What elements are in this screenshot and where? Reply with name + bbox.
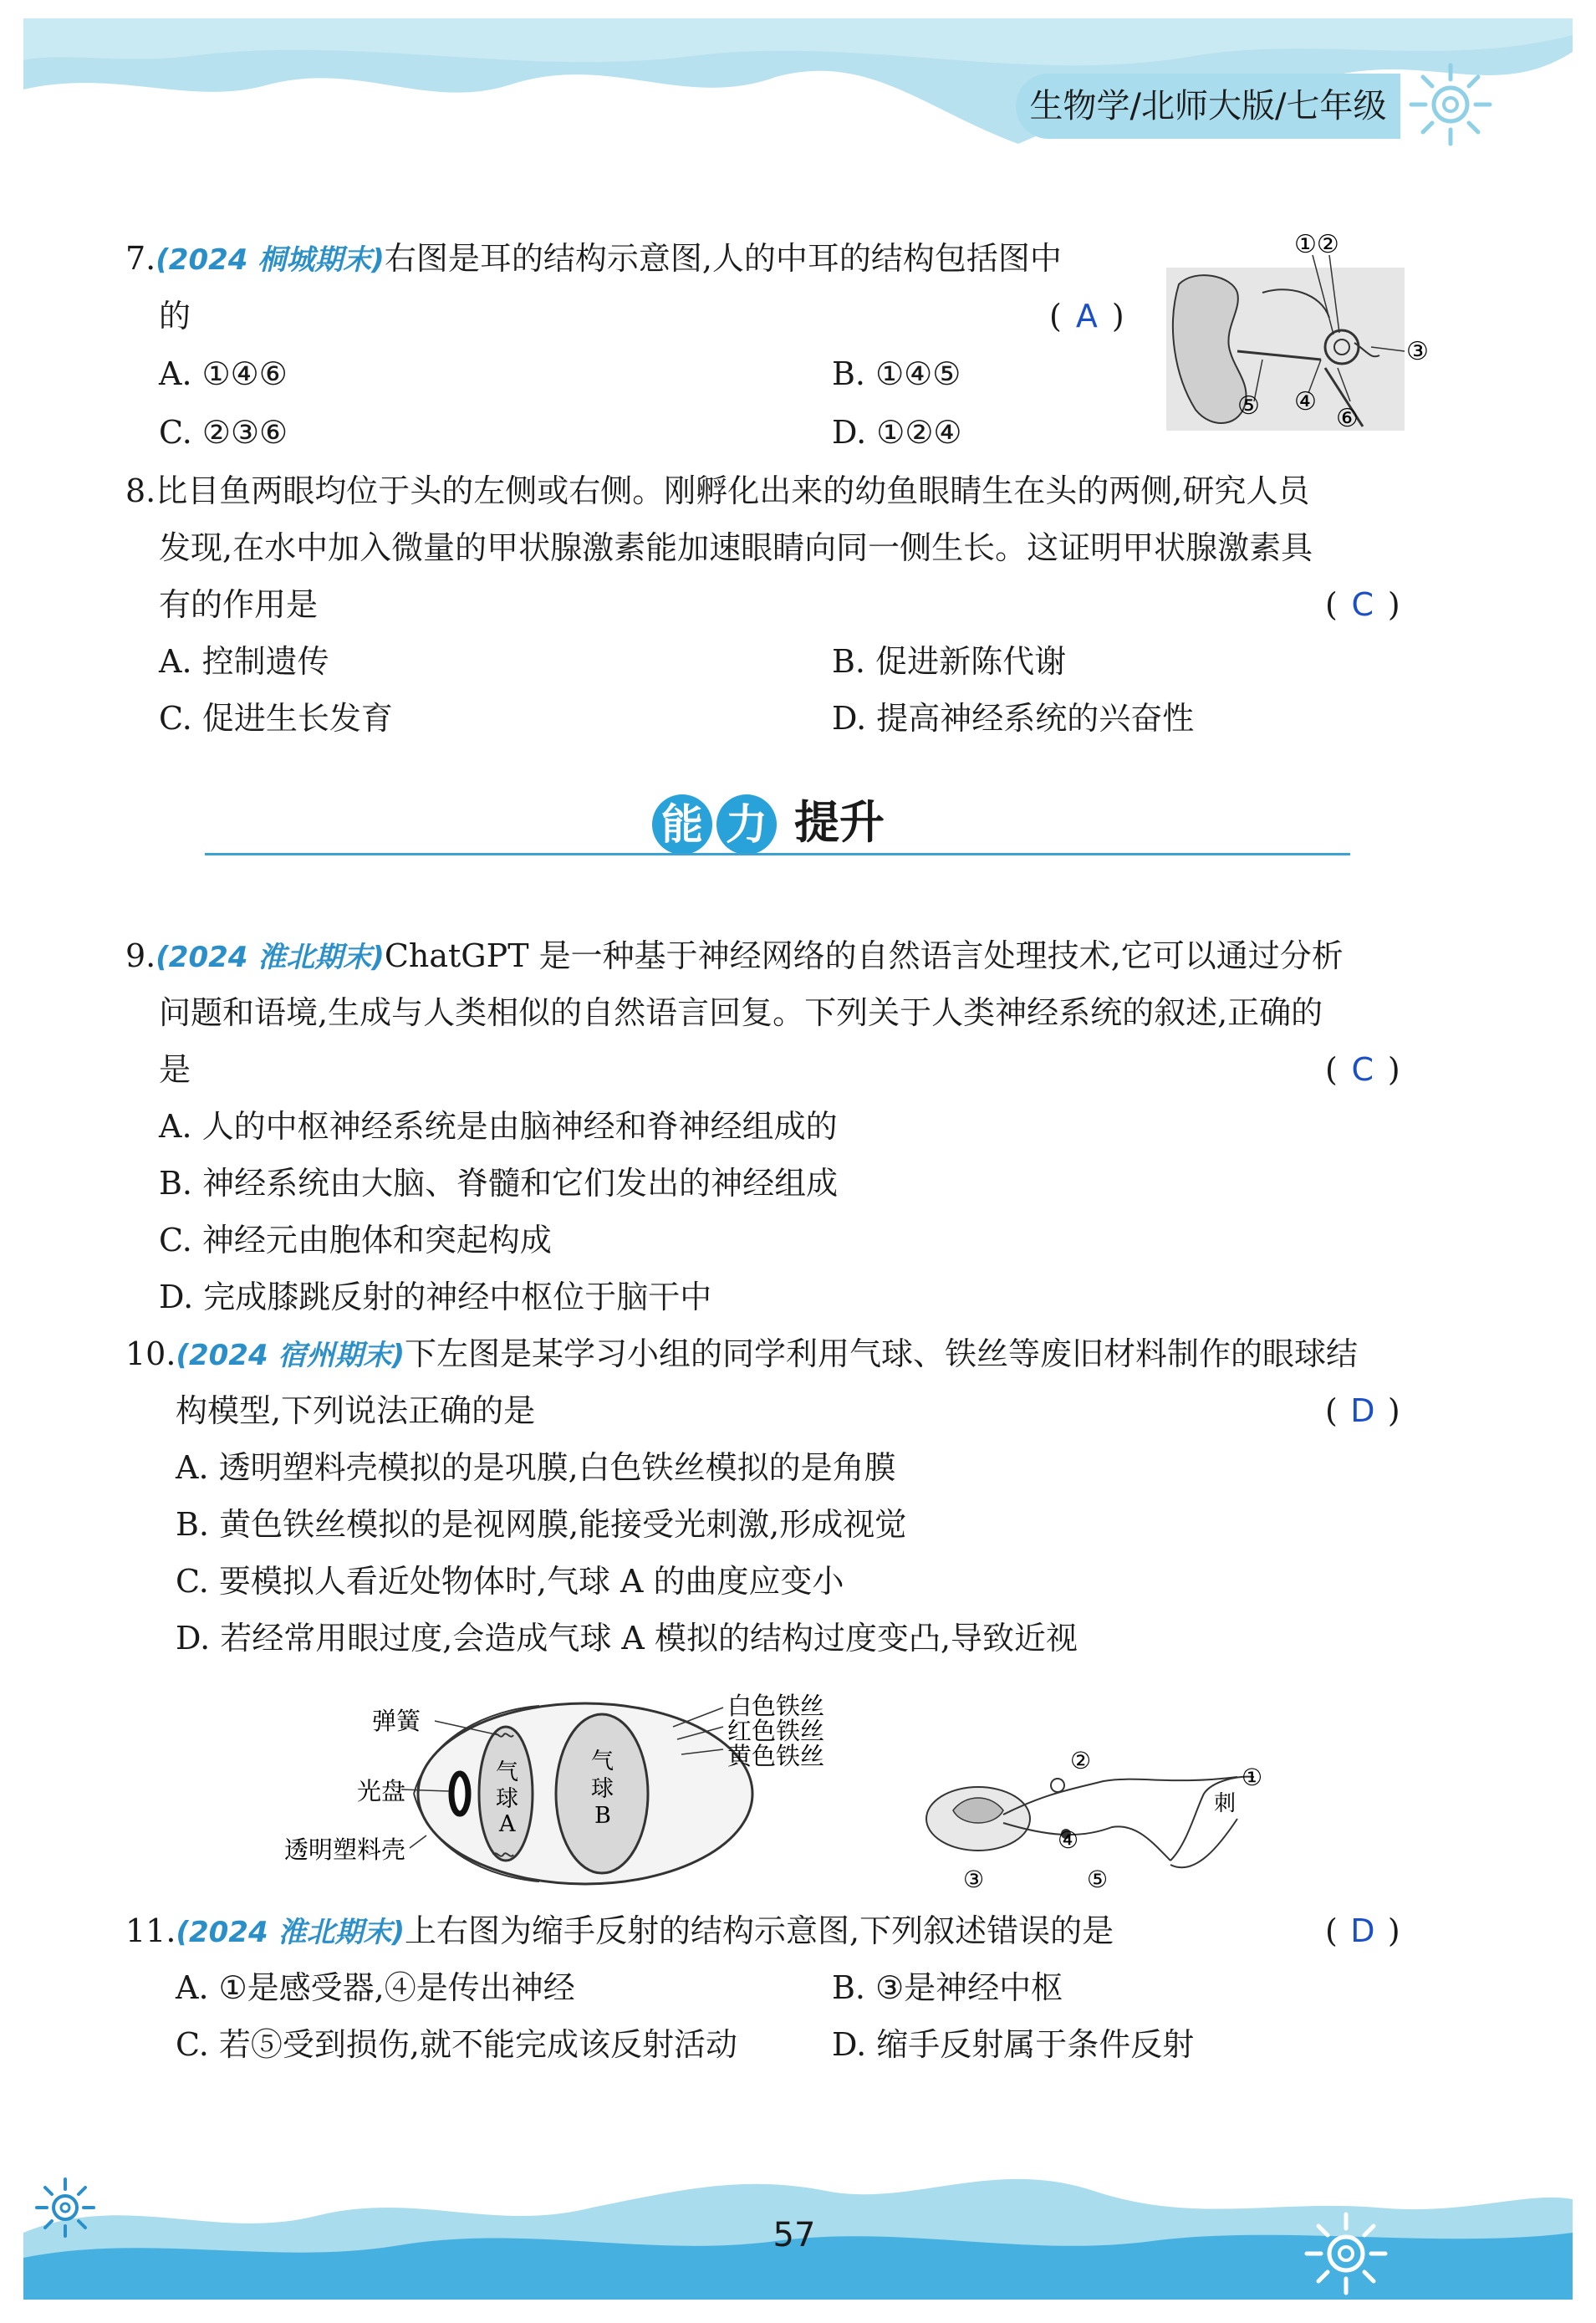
option-10a: A. 透明塑料壳模拟的是巩膜,白色铁丝模拟的是角膜 [176, 1449, 896, 1486]
question-10-line-1 [125, 1333, 1358, 1376]
eye-label-disc: 光盘 [357, 1777, 406, 1805]
question-11-line-1 [125, 1910, 1114, 1953]
option-11d: D. 缩手反射属于条件反射 [832, 2026, 1195, 2063]
eyeball-model-figure [280, 1689, 857, 1894]
reflex-arc-figure [920, 1744, 1279, 1894]
reflex-label-5: ⑤ [1087, 1866, 1109, 1893]
answer-bracket-10: ( D ) [1325, 1390, 1400, 1432]
question-number: 11. [125, 1912, 176, 1949]
question-source: (2024 宿州期末) [176, 1339, 405, 1372]
reflex-label-1: ① [1242, 1764, 1263, 1791]
question-7-line-2: 的 [159, 298, 191, 334]
answer-9: C [1351, 1051, 1374, 1088]
option-9b: B. 神经系统由大脑、脊髓和它们发出的神经组成 [159, 1165, 839, 1202]
option-9d: D. 完成膝跳反射的神经中枢位于脑干中 [159, 1279, 712, 1315]
sun-icon [1405, 59, 1497, 151]
answer-bracket-8: ( C ) [1325, 584, 1400, 625]
balloon-a-label-1: 气 [496, 1759, 518, 1785]
option-8d: D. 提高神经系统的兴奋性 [832, 700, 1195, 737]
reflex-label-2: ② [1070, 1747, 1092, 1774]
question-number: 7. [125, 240, 156, 277]
question-text: 右图是耳的结构示意图,人的中耳的结构包括图中 [384, 240, 1062, 277]
eye-label-red-wire: 红色铁丝 [727, 1717, 825, 1745]
subject-tag: 生物学/北师大版/七年级 [1016, 74, 1400, 139]
option-10d: D. 若经常用眼过度,会造成气球 A 模拟的结构过度变凸,导致近视 [176, 1620, 1078, 1657]
option-9a: A. 人的中枢神经系统是由脑神经和脊神经组成的 [159, 1108, 838, 1145]
ear-label-3: ③ [1406, 337, 1429, 366]
option-7c: C. ②③⑥ [159, 414, 288, 451]
reflex-label-4: ④ [1058, 1826, 1079, 1854]
question-number: 8. [125, 472, 156, 509]
question-9-line-2: 问题和语境,生成与人类相似的自然语言回复。下列关于人类神经系统的叙述,正确的 [159, 994, 1323, 1031]
question-text: 下左图是某学习小组的同学利用气球、铁丝等废旧材料制作的眼球结 [404, 1335, 1358, 1372]
section-title [205, 786, 1350, 858]
reflex-label-3: ③ [963, 1866, 985, 1893]
ear-label-5: ⑤ [1237, 391, 1260, 421]
question-9-line-3: 是 [159, 1051, 191, 1088]
option-11c: C. 若⑤受到损伤,就不能完成该反射活动 [176, 2026, 737, 2063]
answer-bracket-11: ( D ) [1325, 1910, 1400, 1952]
disc-icon [451, 1774, 468, 1814]
question-7-line-1 [125, 237, 1062, 281]
section-badge-1: 能 [652, 794, 712, 855]
answer-11: D [1350, 1912, 1375, 1949]
question-number: 9. [125, 937, 156, 974]
question-source: (2024 桐城期末) [156, 243, 385, 277]
eye-label-yellow-wire: 黄色铁丝 [727, 1742, 825, 1770]
option-8b: B. 促进新陈代谢 [832, 643, 1067, 680]
answer-bracket-9: ( C ) [1325, 1049, 1400, 1090]
question-text: ChatGPT 是一种基于神经网络的自然语言处理技术,它可以通过分析 [384, 937, 1344, 974]
ear-label-4: ④ [1294, 387, 1317, 416]
question-text: 上右图为缩手反射的结构示意图,下列叙述错误的是 [404, 1912, 1114, 1949]
question-text: 比目鱼两眼均位于头的左侧或右侧。刚孵化出来的幼鱼眼睛生在头的两侧,研究人员 [156, 472, 1310, 509]
question-source: (2024 淮北期末) [176, 1916, 405, 1949]
answer-7: A [1075, 298, 1098, 334]
question-8-line-1 [125, 470, 1309, 512]
eye-label-white-wire: 白色铁丝 [727, 1692, 825, 1720]
option-7b: B. ①④⑤ [832, 355, 961, 392]
section-divider [205, 853, 1350, 855]
page-number: 57 [773, 2216, 816, 2254]
question-number: 10. [125, 1335, 176, 1372]
section-title-text: 提升 [794, 796, 885, 849]
ear-structure-figure [1162, 234, 1446, 435]
option-7a: A. ①④⑥ [159, 355, 288, 392]
reflex-label-stimulus: 刺 [1214, 1791, 1237, 1816]
ear-label-1-2: ①② [1294, 234, 1339, 259]
sun-icon [1300, 2208, 1392, 2300]
option-8a: A. 控制遗传 [159, 643, 329, 680]
option-10b: B. 黄色铁丝模拟的是视网膜,能接受光刺激,形成视觉 [176, 1506, 907, 1543]
eye-label-shell: 透明塑料壳 [284, 1835, 406, 1864]
question-8-line-3: 有的作用是 [159, 586, 319, 623]
question-10-line-2: 构模型,下列说法正确的是 [176, 1392, 536, 1429]
ear-label-6: ⑥ [1336, 404, 1359, 433]
balloon-a-label-2: 球 [496, 1786, 518, 1812]
option-11b: B. ③是神经中枢 [832, 1969, 1063, 2006]
answer-bracket-7: ( A ) [1049, 295, 1124, 337]
option-9c: C. 神经元由胞体和突起构成 [159, 1222, 552, 1259]
balloon-b-label-2: 球 [591, 1776, 614, 1802]
option-11a: A. ①是感受器,④是传出神经 [176, 1969, 575, 2006]
balloon-b-label-1: 气 [591, 1749, 614, 1774]
eye-label-spring: 弹簧 [372, 1707, 421, 1735]
option-7d: D. ①②④ [832, 414, 962, 451]
question-9-line-1 [125, 935, 1344, 978]
answer-8: C [1351, 586, 1374, 623]
question-8-line-2: 发现,在水中加入微量的甲状腺激素能加速眼睛向同一侧生长。这证明甲状腺激素具 [159, 529, 1313, 566]
option-10c: C. 要模拟人看近处物体时,气球 A 的曲度应变小 [176, 1563, 844, 1600]
answer-10: D [1350, 1392, 1375, 1429]
section-badge-2: 力 [716, 794, 777, 855]
balloon-a-label-3: A [499, 1811, 516, 1837]
balloon-b-label-3: B [594, 1803, 611, 1829]
question-source: (2024 淮北期末) [156, 941, 385, 974]
option-8c: C. 促进生长发育 [159, 700, 393, 737]
sun-icon [32, 2174, 99, 2241]
